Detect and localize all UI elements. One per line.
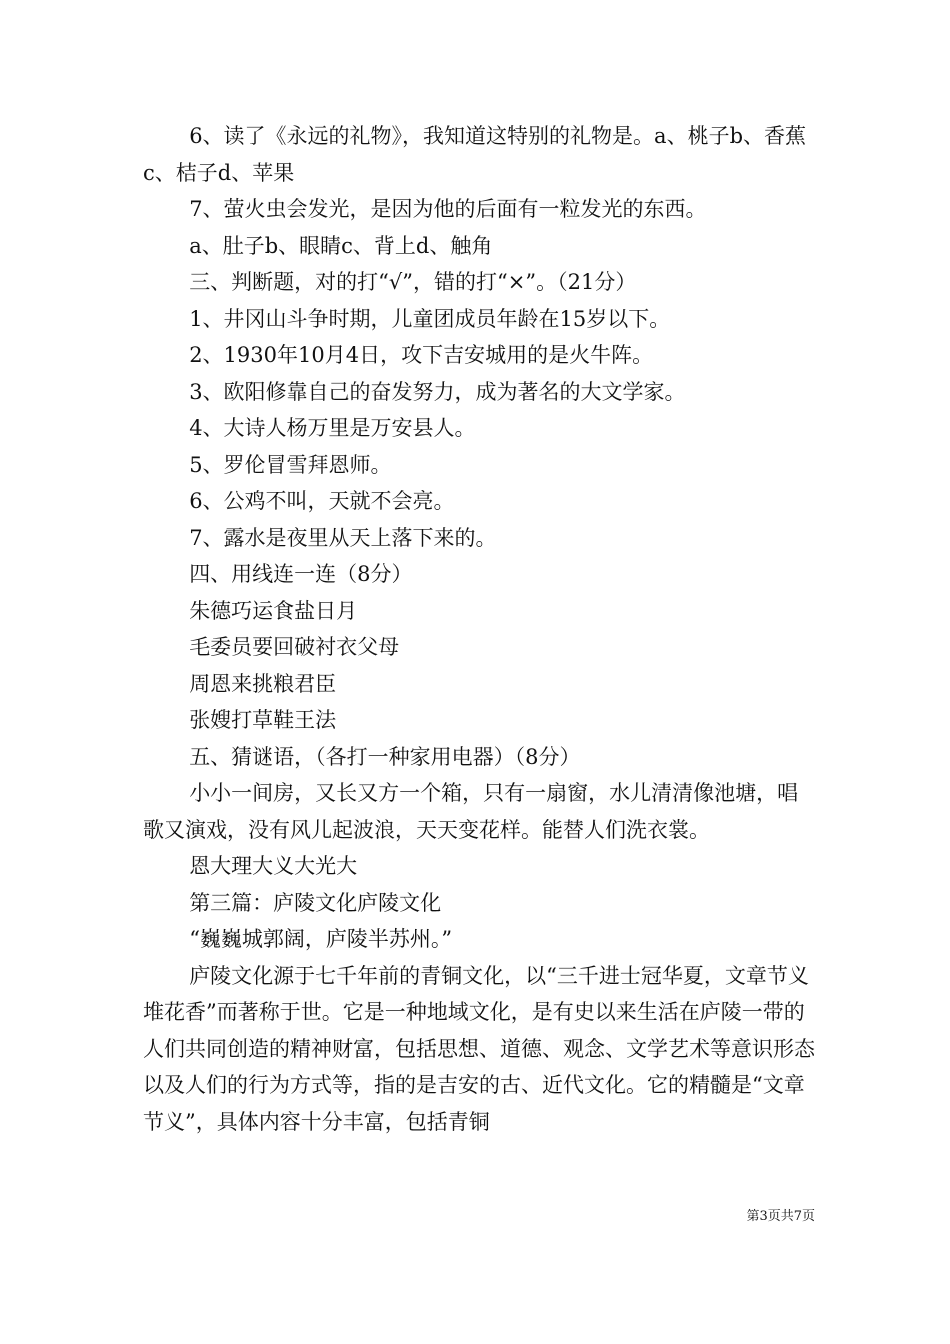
paragraph: 朱德巧运食盐日月	[189, 598, 358, 623]
paragraph: 1、井冈山斗争时期，儿童团成员年龄在15岁以下。	[189, 306, 671, 331]
paragraph: 毛委员要回破衬衣父母	[189, 635, 400, 659]
paragraph: “巍巍城郭阔，庐陵半苏州。”	[189, 927, 453, 951]
paragraph: 5、罗伦冒雪拜恩师。	[189, 452, 392, 477]
paragraph: 7、露水是夜里从天上落下来的。	[189, 525, 497, 550]
paragraph: 张嫂打草鞋王法	[189, 708, 337, 732]
section-heading: 四、用线连一连（8分）	[189, 562, 413, 586]
section-heading: 五、猜谜语，（各打一种家用电器）（8分）	[189, 744, 581, 769]
page-footer: 第3页共7页	[746, 1209, 815, 1224]
paragraph: 小小一间房，又长又方一个箱，只有一扇窗，水儿清清像池塘，唱歌又演戏，没有风儿起波浪，天天变花样。能替人们洗衣裳。	[143, 781, 799, 842]
paragraph: 7、萤火虫会发光，是因为他的后面有一粒发光的东西。	[189, 197, 707, 221]
section-heading: 第三篇：庐陵文化庐陵文化	[189, 890, 442, 915]
paragraph: 6、读了《永远的礼物》，我知道这特别的礼物是。a、桃子b、香蕉c、桔子d、苹果	[143, 124, 807, 185]
paragraph: 6、公鸡不叫，天就不会亮。	[189, 489, 455, 513]
paragraph: 周恩来挑粮君臣	[189, 671, 337, 696]
paragraph: 恩大理大义大光大	[189, 854, 358, 878]
paragraph: 4、大诗人杨万里是万安县人。	[189, 416, 476, 440]
paragraph: a、肚子b、眼睛c、背上d、触角	[189, 233, 493, 258]
document-body	[143, 118, 815, 1140]
paragraph: 2、1930年10月4日，攻下吉安城用的是火牛阵。	[189, 343, 654, 367]
paragraph: 庐陵文化源于七千年前的青铜文化，以“三千进士冠华夏，文章节义堆花香”而著称于世。它是一种地域文化，是有史以来生活在庐陵一带的人们共同创造的精神财富，包括思想、道德、观念、文学艺术等意识形态以及人们的行为方式等，指的是吉安的古、近代文化。它的精髓是“文章节义”，具体内容十分丰富，包括青铜	[143, 963, 815, 1134]
paragraph: 3、欧阳修靠自己的奋发努力，成为著名的大文学家。	[189, 379, 686, 404]
section-heading: 三、判断题，对的打“√”，错的打“×”。（21分）	[189, 270, 637, 294]
